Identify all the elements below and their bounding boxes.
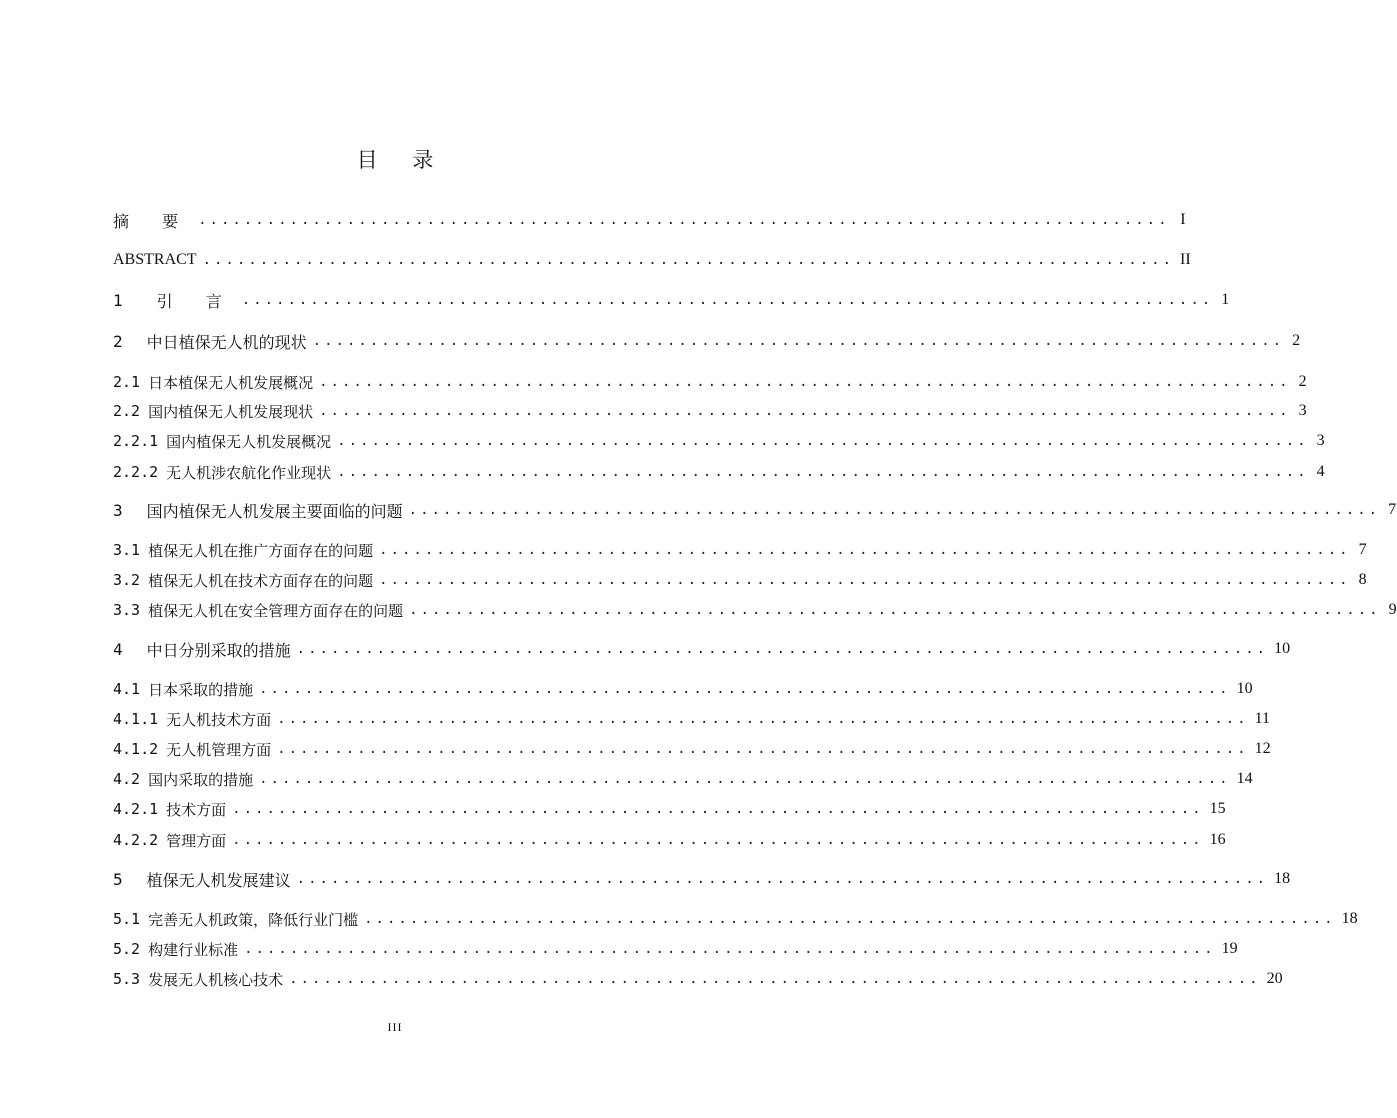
toc-entry-leader: .....................................................................................	[202, 252, 1175, 268]
toc-entry-leader: .....................................................................................	[277, 711, 1249, 727]
toc-entry-title: 管理方面	[166, 831, 227, 850]
toc-entry-section-2-2[interactable]	[113, 396, 1307, 426]
toc-entry-chapter-5[interactable]	[113, 864, 1291, 894]
toc-entry-number: 4.2	[113, 770, 141, 788]
toc-entry-number: 3	[113, 500, 123, 520]
toc-entry-title: 植保无人机在技术方面存在的问题	[148, 571, 374, 590]
toc-entry-leader: .....................................................................................	[296, 641, 1269, 657]
toc-entry-title: 植保无人机在推广方面存在的问题	[148, 541, 374, 560]
toc-entry-page: 10	[1274, 640, 1291, 657]
toc-entry-number: 4.2.1	[113, 800, 159, 818]
toc-entry-number: 4.1.2	[113, 740, 159, 758]
toc-entry-title: 完善无人机政策，降低行业门槛	[148, 910, 359, 929]
toc-entry-section-2-2-1[interactable]	[113, 426, 1325, 456]
toc-entry-title: 构建行业标准	[148, 940, 239, 959]
toc-entry-number: 2.2	[113, 402, 141, 420]
toc-entry-page: 3	[1316, 432, 1325, 449]
toc-entry-page: 9	[1388, 601, 1397, 618]
toc-entry-leader: .....................................................................................	[312, 333, 1285, 349]
page-title: 目 录	[356, 148, 448, 172]
toc-entry-section-4-1-1[interactable]	[113, 704, 1271, 734]
toc-entry-page: 18	[1274, 870, 1291, 887]
toc-entry-section-3-2[interactable]	[113, 565, 1367, 595]
toc-entry-page: 3	[1298, 402, 1307, 419]
toc-entry-chapter-4[interactable]	[113, 634, 1291, 664]
toc-entry-page: 2	[1298, 373, 1307, 390]
toc-entry-page: 14	[1236, 770, 1253, 787]
toc-entry-section-4-1[interactable]	[113, 674, 1253, 704]
toc-entry-chapter-2[interactable]	[113, 326, 1301, 356]
toc-entry-page: 1	[1221, 291, 1230, 308]
toc-entry-page: 7	[1388, 501, 1397, 518]
toc-entry-leader: .....................................................................................	[277, 741, 1249, 757]
toc-entry-page: II	[1180, 251, 1191, 268]
toc-entry-section-4-2-1[interactable]	[113, 794, 1226, 824]
toc-entry-page: 19	[1221, 940, 1238, 957]
toc-entry-page: 11	[1254, 710, 1271, 727]
toc-entry-number: 4.2.2	[113, 831, 159, 849]
toc-entry-number: 5	[113, 869, 123, 889]
toc-entry-title: 中日分别采取的措施	[146, 640, 291, 660]
toc-entry-title: 引 言	[156, 291, 236, 311]
toc-entry-page: 10	[1236, 680, 1253, 697]
toc-entry-leader: .....................................................................................	[259, 681, 1231, 697]
toc-entry-leader: .....................................................................................	[337, 433, 1309, 449]
toc-entry-leader: .....................................................................................	[232, 832, 1204, 848]
toc-entry-page: 20	[1266, 970, 1283, 987]
toc-entry-section-3-3[interactable]	[113, 595, 1397, 625]
toc-entry-page: 2	[1292, 332, 1301, 349]
toc-entry-title: 发展无人机核心技术	[148, 970, 284, 989]
toc-entry-leader: .....................................................................................	[364, 911, 1336, 927]
toc-entry-title: 国内采取的措施	[148, 770, 254, 789]
toc-entry-leader: .....................................................................................	[289, 971, 1261, 987]
toc-entry-page: 7	[1358, 541, 1367, 558]
toc-entry-leader: .....................................................................................	[337, 464, 1309, 480]
toc-entry-title: 植保无人机发展建议	[146, 870, 291, 890]
toc-entry-leader: .....................................................................................	[409, 602, 1381, 618]
toc-entry-leader: .....................................................................................	[259, 771, 1231, 787]
toc-entry-section-4-1-2[interactable]	[113, 734, 1271, 764]
toc-entry-leader: .....................................................................................	[244, 941, 1216, 957]
toc-entry-title: 植保无人机在安全管理方面存在的问题	[148, 601, 404, 620]
toc-entry-title: 日本采取的措施	[148, 680, 254, 699]
toc-entry-title: 无人机技术方面	[166, 710, 272, 729]
toc-entry-title: 无人机涉农航化作业现状	[166, 463, 332, 482]
toc-entry-number: 2.2.2	[113, 463, 159, 481]
toc-entry-leader: .....................................................................................	[232, 801, 1204, 817]
toc-entry-number: 2.1	[113, 373, 141, 391]
toc-entry-number: 5.2	[113, 940, 141, 958]
toc-entry-page: 8	[1358, 571, 1367, 588]
toc-entry-page: 18	[1341, 910, 1358, 927]
toc-entry-chapter-3[interactable]	[113, 495, 1397, 525]
toc-entry-page: I	[1180, 211, 1186, 228]
toc-entry-leader: .....................................................................................	[319, 374, 1291, 390]
toc-entry-title: 中日植保无人机的现状	[146, 332, 307, 352]
toc-entry-number: 5.3	[113, 970, 141, 988]
toc-entry-chapter-1[interactable]	[113, 285, 1230, 315]
toc-entry-number: 3.3	[113, 601, 141, 619]
toc-entry-number: 5.1	[113, 910, 141, 928]
toc-entry-abstract-en[interactable]	[113, 245, 1191, 275]
toc-entry-leader: .....................................................................................	[379, 542, 1351, 558]
toc-entry-section-2-1[interactable]	[113, 367, 1307, 397]
toc-entry-leader: .....................................................................................	[408, 502, 1381, 518]
toc-entry-leader: .....................................................................................	[296, 871, 1269, 887]
toc-entry-number: 3.1	[113, 541, 141, 559]
toc-entry-title: 国内植保无人机发展现状	[148, 402, 314, 421]
toc-entry-section-5-3[interactable]	[113, 964, 1283, 994]
toc-entry-number: 4	[113, 639, 123, 659]
toc-entry-title: 日本植保无人机发展概况	[148, 373, 314, 392]
toc-entry-section-5-2[interactable]	[113, 934, 1238, 964]
toc-entry-title: 无人机管理方面	[166, 740, 272, 759]
toc-entry-section-4-2[interactable]	[113, 764, 1253, 794]
toc-entry-number: 2.2.1	[113, 432, 159, 450]
toc-entry-number: 4.1.1	[113, 710, 159, 728]
toc-entry-title: 技术方面	[166, 800, 227, 819]
toc-entry-page: 4	[1316, 463, 1325, 480]
toc-entry-page: 12	[1254, 740, 1271, 757]
toc-entry-number: 3.2	[113, 571, 141, 589]
toc-entry-leader: .....................................................................................	[319, 403, 1291, 419]
toc-entry-title: 摘 要	[113, 211, 193, 231]
toc-entry-leader: .....................................................................................	[198, 212, 1170, 228]
toc-entry-title: 国内植保无人机发展概况	[166, 432, 332, 451]
toc-entry-title: 国内植保无人机发展主要面临的问题	[146, 501, 403, 521]
toc-entry-page: 15	[1209, 800, 1226, 817]
page-number-footer: III	[387, 1020, 403, 1034]
toc-entry-number: 4.1	[113, 680, 141, 698]
toc-entry-abstract-cn[interactable]	[113, 205, 1186, 235]
toc-entry-title: ABSTRACT	[113, 251, 197, 268]
toc-entry-section-3-1[interactable]	[113, 535, 1367, 565]
toc-entry-page: 16	[1209, 831, 1226, 848]
toc-entry-number: 1	[113, 290, 123, 310]
toc-entry-section-2-2-2[interactable]	[113, 457, 1325, 487]
toc-entry-section-4-2-2[interactable]	[113, 825, 1226, 855]
toc-entry-leader: .....................................................................................	[379, 572, 1351, 588]
toc-entry-number: 2	[113, 331, 123, 351]
toc-entry-section-5-1[interactable]	[113, 904, 1358, 934]
toc-entry-leader: .....................................................................................	[241, 292, 1214, 308]
